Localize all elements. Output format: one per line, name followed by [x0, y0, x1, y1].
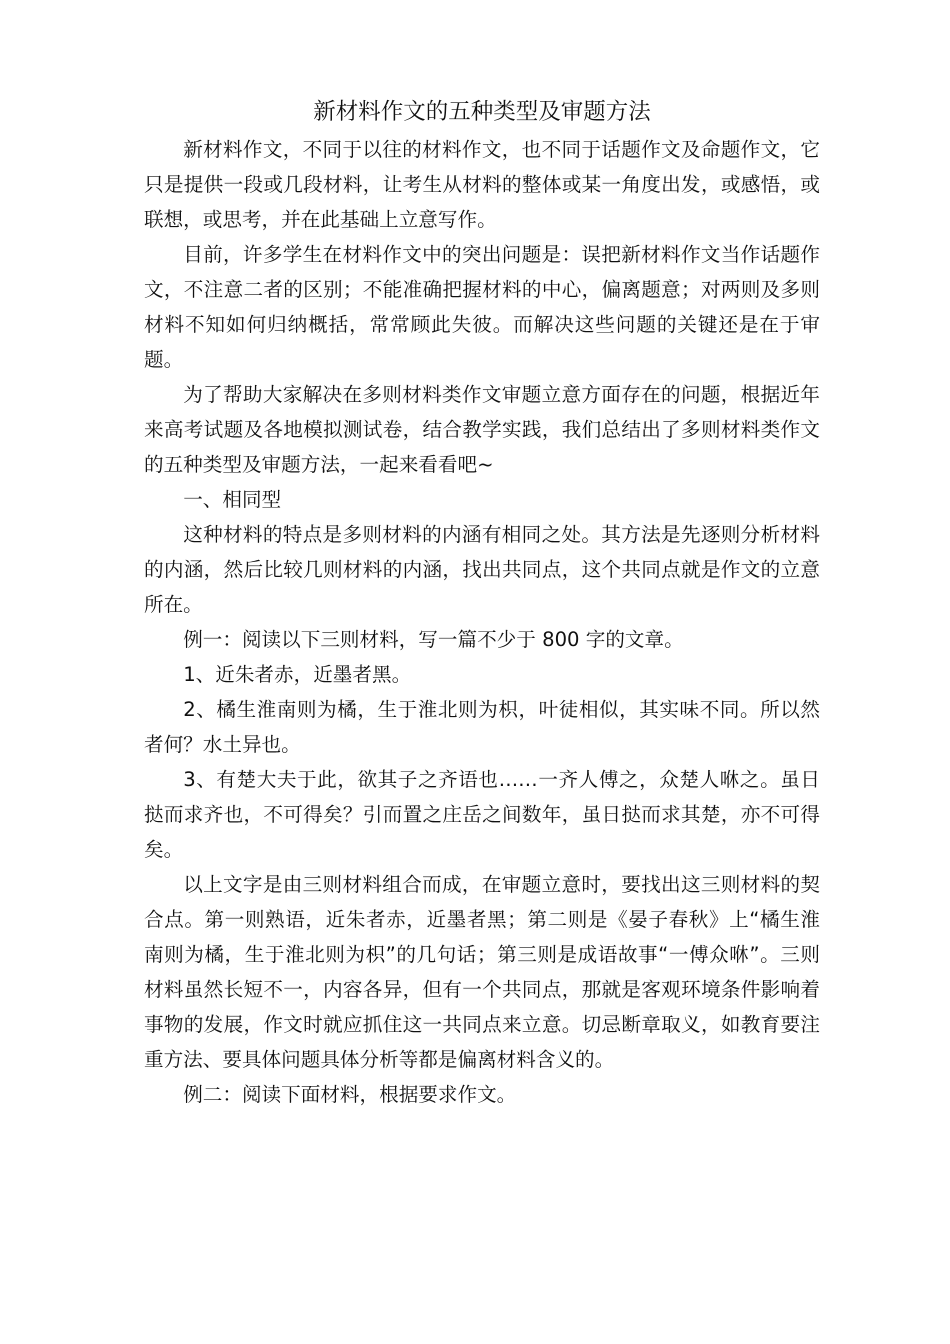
intro-paragraph-2: 目前，许多学生在材料作文中的突出问题是：误把新材料作文当作话题作文，不注意二者的区别；不能准确把握材料的中心，偏离题意；对两则及多则材料不知如何归纳概括，常常顾此失彼。而解决这些问题的关键还是在于审题。 [144, 243, 820, 371]
section-heading: 一、相同型 [183, 488, 282, 511]
example-one-prompt: 例一：阅读以下三则材料，写一篇不少于 800 字的文章。 [183, 628, 684, 651]
section-paragraph-1: 这种材料的特点是多则材料的内涵有相同之处。其方法是先逐则分析材料的内涵，然后比较几则材料的内涵，找出共同点，这个共同点就是作文的立意所在。 [144, 523, 820, 616]
analysis-paragraph: 以上文字是由三则材料组合而成，在审题立意时，要找出这三则材料的契合点。第一则熟语，近朱者赤，近墨者黑；第二则是《晏子春秋》上“橘生淮南则为橘，生于淮北则为枳”的几句话；第三则是成语故事“一傅众咻”。三则材料虽然长短不一，内容各异，但有一个共同点，那就是客观环境条件影响着事物的发展，作文时就应抓住这一共同点来立意。切忌断章取义，如教育要注重方法、要具体问题具体分析等都是偏离材料含义的。 [144, 873, 820, 1071]
material-item-2: 2、橘生淮南则为橘，生于淮北则为枳，叶徒相似，其实味不同。所以然者何？水土异也。 [144, 698, 820, 756]
material-item-3: 3、有楚大夫于此，欲其子之齐语也……一齐人傅之，众楚人咻之。虽日挞而求齐也，不可得矣？引而置之庄岳之间数年，虽日挞而求其楚，亦不可得矣。 [144, 768, 820, 861]
document-title: 新材料作文的五种类型及审题方法 [313, 99, 651, 125]
example-two-prompt: 例二：阅读下面材料，根据要求作文。 [183, 1083, 517, 1106]
document-page [144, 92, 820, 1112]
intro-paragraph-3: 为了帮助大家解决在多则材料类作文审题立意方面存在的问题，根据近年来高考试题及各地模拟测试卷，结合教学实践，我们总结出了多则材料类作文的五种类型及审题方法，一起来看看吧~ [144, 383, 820, 476]
intro-paragraph-1: 新材料作文，不同于以往的材料作文，也不同于话题作文及命题作文，它只是提供一段或几段材料，让考生从材料的整体或某一角度出发，或感悟，或联想，或思考，并在此基础上立意写作。 [144, 138, 820, 231]
material-item-1: 1、近朱者赤，近墨者黑。 [183, 663, 412, 686]
